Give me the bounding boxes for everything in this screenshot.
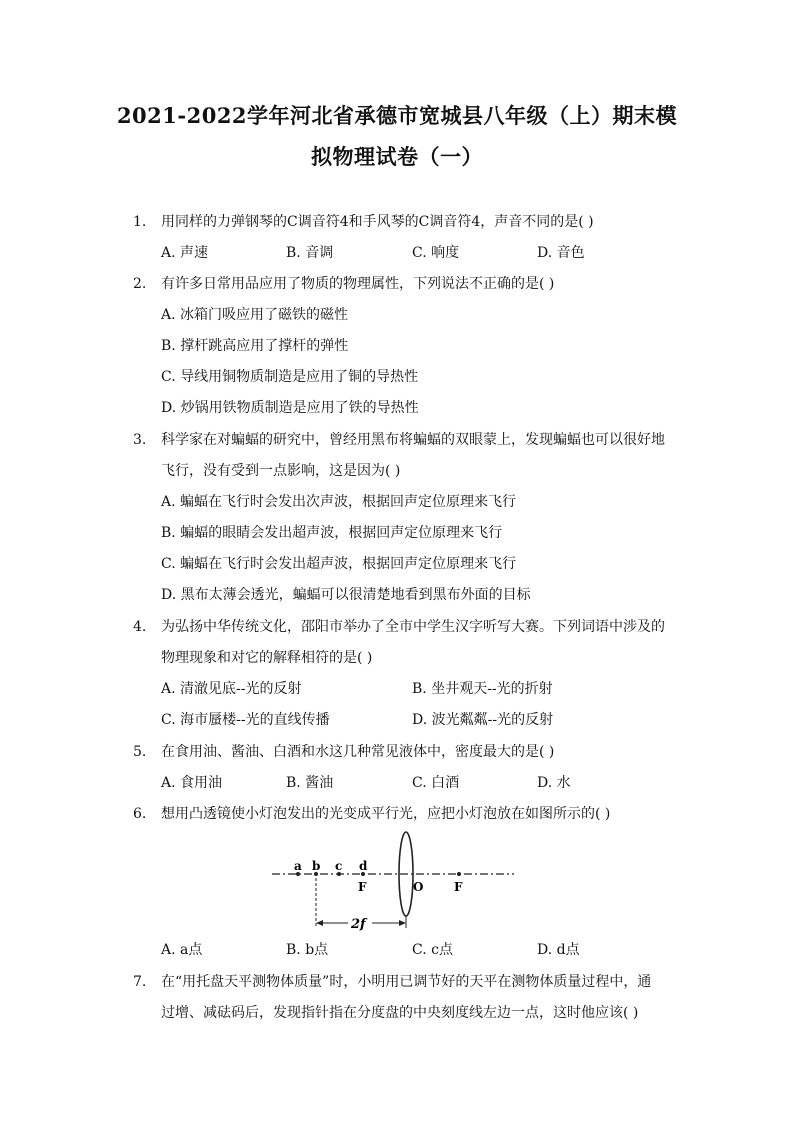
option-d[interactable]: D. 音色 <box>537 245 585 261</box>
lens-diagram <box>268 828 518 938</box>
arrow-right-icon <box>399 920 406 926</box>
option-a[interactable]: A. 冰箱门吸应用了磁铁的磁性 <box>161 307 349 323</box>
option-b[interactable]: B. 音调 <box>286 245 334 261</box>
question-number: 6. <box>133 806 147 822</box>
question-text-continued: 物理现象和对它的解释相符的是( ) <box>161 650 373 666</box>
label-2f: 2f <box>351 917 366 932</box>
question-text-continued: 过增、减砝码后，发现指针指在分度盘的中央刻度线左边一点，这时他应该( ) <box>161 1005 639 1021</box>
question-number: 4. <box>133 619 147 635</box>
question-text: 为弘扬中华传统文化，邵阳市举办了全市中学生汉字听写大赛。下列词语中涉及的 <box>161 619 665 635</box>
label-f-right: F <box>454 880 463 894</box>
option-d[interactable]: D. d点 <box>537 942 580 958</box>
label-f-left: F <box>358 880 367 894</box>
option-d[interactable]: D. 波光粼粼--光的反射 <box>412 712 554 728</box>
option-d[interactable]: D. 水 <box>537 775 571 791</box>
option-c[interactable]: C. 白酒 <box>412 775 460 791</box>
question-text: 有许多日常用品应用了物质的物理属性，下列说法不正确的是( ) <box>161 276 555 292</box>
option-a[interactable]: A. a点 <box>161 942 203 958</box>
question-text: 在食用油、酱油、白酒和水这几种常见液体中，密度最大的是( ) <box>161 744 555 760</box>
question-text-continued: 飞行，没有受到一点影响，这是因为( ) <box>161 463 401 479</box>
option-b[interactable]: B. 酱油 <box>286 775 334 791</box>
option-c[interactable]: C. 蝙蝠在飞行时会发出超声波，根据回声定位原理来飞行 <box>161 556 517 572</box>
option-b[interactable]: B. 蝙蝠的眼睛会发出超声波，根据回声定位原理来飞行 <box>161 525 503 541</box>
point-f-right <box>457 872 461 876</box>
question-number: 5. <box>133 744 147 760</box>
question-text: 在“用托盘天平测物体质量”时，小明用已调节好的天平在测物体质量过程中，通 <box>161 974 652 990</box>
option-b[interactable]: B. b点 <box>286 942 329 958</box>
option-a[interactable]: A. 食用油 <box>161 775 223 791</box>
page-title-line1: 2021-2022学年河北省承德市宽城县八年级（上）期末模 <box>116 103 678 128</box>
label-b: b <box>312 859 321 873</box>
option-a[interactable]: A. 蝙蝠在飞行时会发出次声波，根据回声定位原理来飞行 <box>161 494 517 510</box>
option-c[interactable]: C. c点 <box>412 942 453 958</box>
option-c[interactable]: C. 海市蜃楼--光的直线传播 <box>161 712 330 728</box>
question-text: 想用凸透镜使小灯泡发出的光变成平行光，应把小灯泡放在如图所示的( ) <box>161 806 611 822</box>
option-b[interactable]: B. 撑杆跳高应用了撑杆的弹性 <box>161 338 349 354</box>
option-b[interactable]: B. 坐井观天--光的折射 <box>412 681 553 697</box>
option-d[interactable]: D. 黑布太薄会透光，蝙蝠可以很清楚地看到黑布外面的目标 <box>161 587 531 603</box>
option-a[interactable]: A. 清澈见底--光的反射 <box>161 681 302 697</box>
option-a[interactable]: A. 声速 <box>161 245 209 261</box>
label-a: a <box>294 859 302 873</box>
question-number: 1. <box>133 214 147 230</box>
label-o: O <box>413 880 424 894</box>
question-text: 用同样的力弹钢琴的C调音符4和手风琴的C调音符4，声音不同的是( ) <box>161 214 594 230</box>
label-d: d <box>359 859 368 873</box>
page-title-line2: 拟物理试卷（一） <box>311 144 483 169</box>
option-d[interactable]: D. 炒锅用铁物质制造是应用了铁的导热性 <box>161 400 419 416</box>
question-number: 2. <box>133 276 147 292</box>
question-number: 3. <box>133 432 147 448</box>
question-text: 科学家在对蝙蝠的研究中，曾经用黑布将蝙蝠的双眼蒙上，发现蝙蝠也可以很好地 <box>161 432 665 448</box>
label-c: c <box>335 859 343 873</box>
option-c[interactable]: C. 导线用铜物质制造是应用了铜的导热性 <box>161 369 419 385</box>
option-c[interactable]: C. 响度 <box>412 245 460 261</box>
arrow-left-icon <box>316 920 323 926</box>
question-number: 7. <box>133 974 147 990</box>
